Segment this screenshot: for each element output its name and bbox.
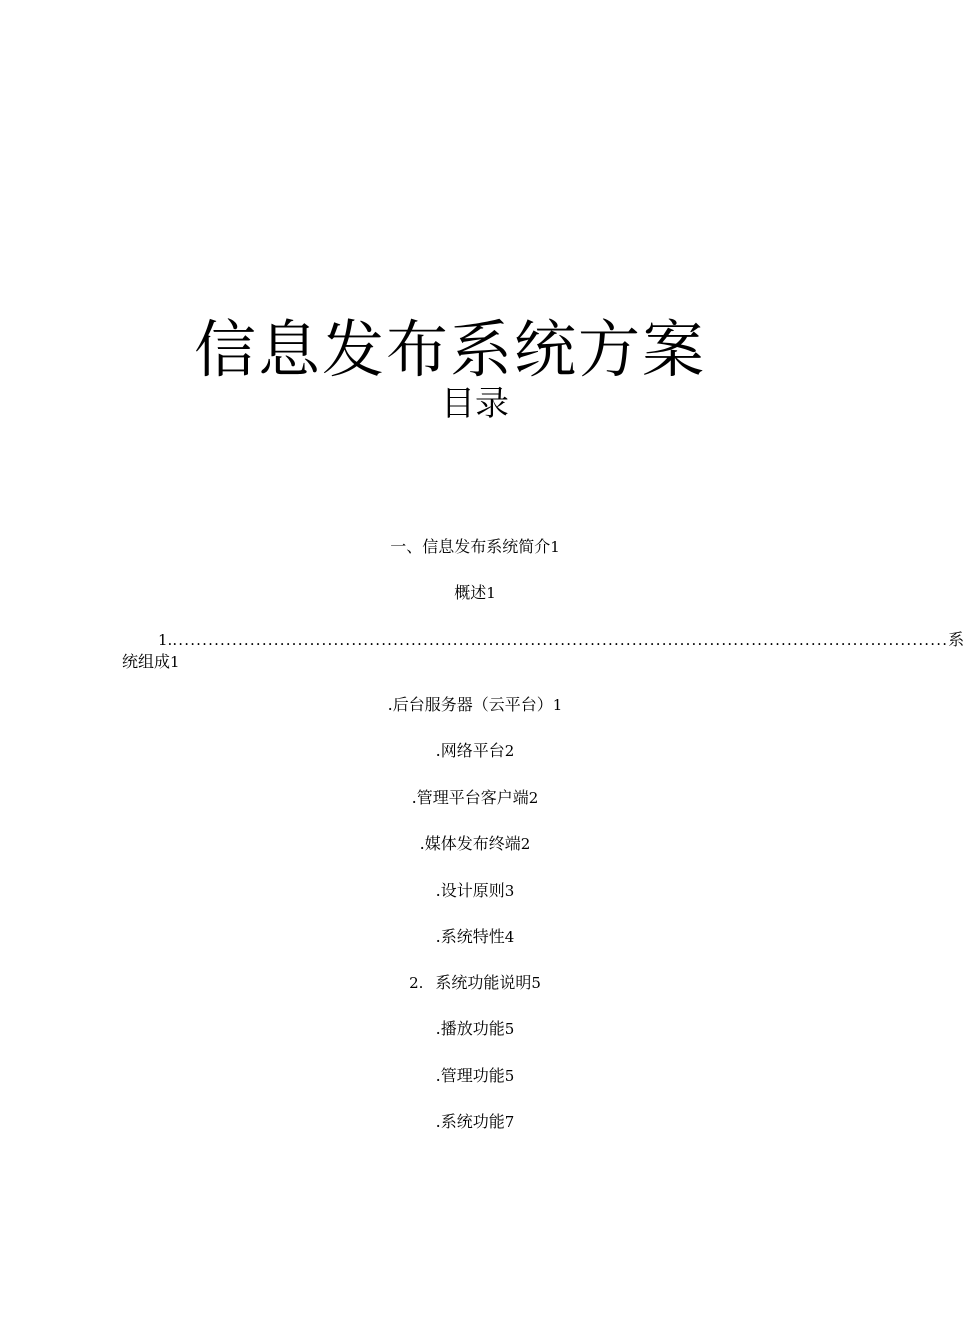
toc-prefix: .	[435, 927, 441, 946]
toc-page-number: 1	[550, 538, 560, 556]
toc-entry-text: 系	[948, 630, 964, 649]
toc-prefix: .	[435, 881, 441, 900]
toc-page-number: 5	[504, 1020, 515, 1038]
toc-prefix: .	[435, 1066, 441, 1085]
toc-prefix: .	[435, 741, 441, 760]
toc-entry-text: 管理平台客户端	[416, 788, 529, 807]
toc-entry-text: 管理功能	[440, 1066, 505, 1085]
toc-entry-text: 系统特性	[440, 927, 505, 946]
toc-prefix: .	[387, 695, 393, 714]
toc-page-number: 1	[486, 584, 496, 602]
toc-prefix: .	[411, 788, 417, 807]
toc-entry-text: 后台服务器（云平台）	[392, 695, 553, 714]
toc-entry[interactable]	[0, 927, 950, 947]
toc-page-number: 4	[504, 928, 515, 946]
toc-page-number: 2	[520, 835, 531, 853]
toc-page-number: 5	[504, 1067, 515, 1085]
toc-entry[interactable]	[0, 834, 950, 854]
toc-entry-text: 媒体发布终端	[424, 834, 521, 853]
toc-page-number: 1	[552, 696, 563, 714]
toc-entry[interactable]	[0, 1066, 950, 1086]
toc-dot-leader: ..................................................................................................................................	[172, 631, 949, 649]
document-title: 信息发布系统方案	[193, 313, 706, 386]
toc-entry[interactable]	[0, 881, 950, 901]
toc-dotted-line	[158, 630, 964, 650]
toc-prefix: .	[419, 834, 425, 853]
toc-page-number: 5	[531, 974, 541, 992]
toc-entry-text: 播放功能	[440, 1019, 505, 1038]
toc-heading: 目录	[441, 384, 509, 424]
toc-section-number: 1.	[158, 631, 173, 649]
toc-entry-text: 系统功能	[440, 1112, 505, 1131]
toc-section-number: 2.	[409, 974, 424, 992]
toc-entry-text: 一、信息发布系统简介	[390, 537, 551, 556]
toc-page-number: 3	[504, 882, 515, 900]
toc-entry[interactable]	[0, 741, 950, 761]
toc-page-number: 2	[528, 789, 539, 807]
toc-page-number: 2	[504, 742, 515, 760]
toc-page-number: 7	[504, 1113, 515, 1131]
toc-page-number: 1	[170, 653, 180, 671]
toc-entry[interactable]	[0, 788, 950, 808]
toc-entry[interactable]	[0, 537, 950, 557]
toc-entry[interactable]	[0, 973, 950, 993]
toc-entry[interactable]	[0, 583, 950, 603]
toc-entry-text: 统组成	[122, 652, 171, 671]
toc-entry-text: 系统功能说明	[435, 973, 532, 992]
toc-entry[interactable]	[0, 1019, 950, 1039]
toc-prefix: .	[435, 1019, 441, 1038]
toc-entry[interactable]	[0, 1112, 950, 1132]
toc-entry-text: 设计原则	[440, 881, 505, 900]
toc-entry-text: 网络平台	[440, 741, 505, 760]
toc-entry[interactable]	[0, 630, 964, 674]
toc-entry[interactable]	[0, 695, 950, 715]
toc-wrapped-line	[122, 652, 180, 672]
toc-entry-text: 概述	[454, 583, 487, 602]
toc-prefix: .	[435, 1112, 441, 1131]
